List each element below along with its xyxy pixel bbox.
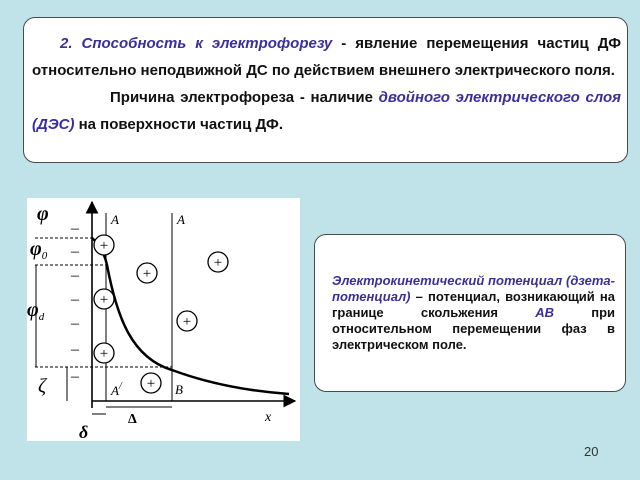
plus-sign: + [182,314,192,330]
page-number: 20 [584,444,599,459]
cause-intro: Причина электрофореза - наличие [110,89,379,106]
B-label: B [175,382,183,397]
x-axis-label: x [265,410,272,425]
A-label-inner: A [111,212,119,227]
cause-end: на поверхности частиц ДФ. [74,116,283,133]
zeta-term: Электрокинетический потенциал (дзета-потенциал) [332,273,615,304]
counter-ions [94,235,228,393]
phid-label: $\varphi_d$ [27,299,45,323]
minus-sign: – [71,368,79,385]
minus-sign: – [71,243,79,260]
zeta-potential-box [314,234,626,392]
plus-sign: + [142,266,152,282]
phi-axis-label: φ [37,203,49,225]
zeta-definition: – потенциал, возникающий на границе скольжения [332,289,615,320]
zeta-definition-end: при относительном перемещении фаз в электрическом поле. [332,305,615,352]
A-prime-label: A/ [111,381,122,398]
plus-signs [100,238,222,392]
phi0-label: $\varphi_0$ [30,238,48,262]
minus-sign: – [71,220,79,237]
surface-charges [70,220,80,385]
diagram-svg [27,198,300,441]
electrophoresis-paragraph [32,30,621,84]
plus-sign: + [99,346,109,362]
minus-sign: – [71,267,79,284]
electrophoresis-definition: - явление перемещения частиц ДФ относительно неподвижной ДС по действием внешнего электрического поля. [32,35,621,79]
definition-box [23,17,628,163]
minus-sign: – [71,315,79,332]
plus-sign: + [213,255,223,271]
plus-sign: + [99,292,109,308]
double-layer-diagram [27,198,300,441]
minus-sign: – [71,341,79,358]
delta-big-label: Δ [128,412,137,427]
plus-sign: + [99,238,109,254]
zeta-label: ζ [38,375,47,397]
plus-sign: + [146,376,156,392]
electrophoresis-heading: 2. Способность к электрофорезу [60,35,333,52]
cause-paragraph [32,84,621,138]
minus-sign: – [71,291,79,308]
double-layer-term: двойного электрического слоя (ДЭС) [32,89,622,133]
A-label-slip: A [177,212,185,227]
delta-small-label: δ [79,422,89,441]
ab-label: АВ [535,305,554,320]
